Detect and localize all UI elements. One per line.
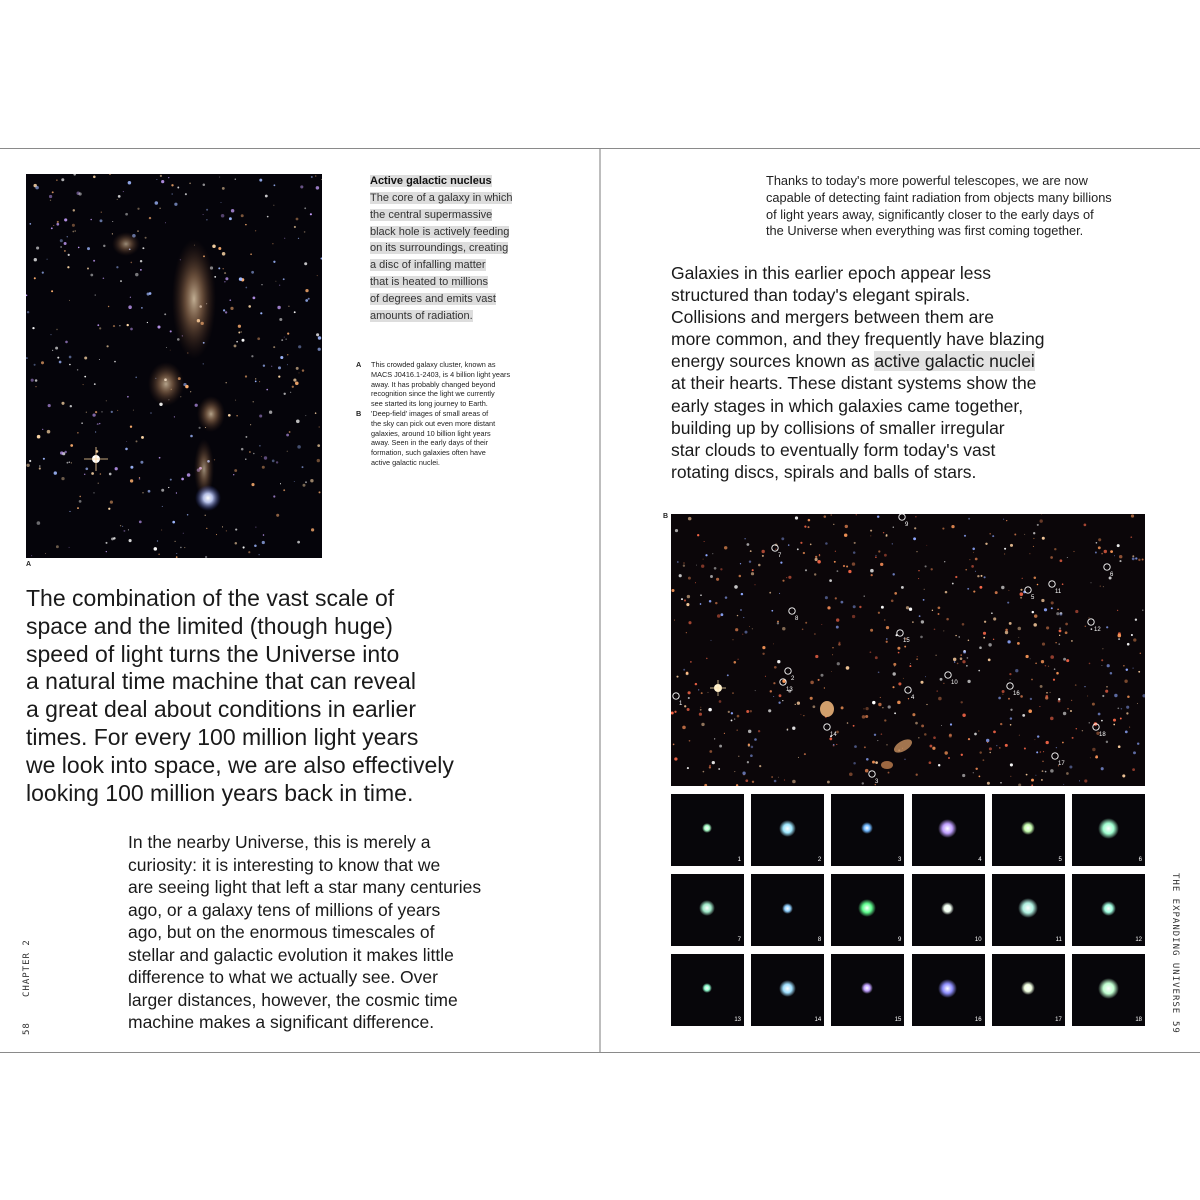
caption-letter: B bbox=[356, 408, 362, 418]
galaxy-thumbnail bbox=[1072, 874, 1145, 946]
body-line: rotating discs, spirals and balls of stars. bbox=[671, 461, 977, 482]
thumbnail-number: 18 bbox=[1135, 1017, 1142, 1023]
galaxy-marker-label: 2 bbox=[791, 676, 795, 682]
thumbnail-number: 2 bbox=[817, 857, 822, 863]
galaxy-marker-label: 12 bbox=[1094, 627, 1101, 633]
galaxy-marker-label: 5 bbox=[1031, 595, 1035, 601]
thumbnail-galaxy-glow bbox=[938, 819, 957, 838]
body-line: Galaxies in this earlier epoch appear less bbox=[671, 263, 992, 283]
body-line: early stages in which galaxies came together, bbox=[671, 395, 1024, 416]
thumbnail-galaxy-glow bbox=[702, 823, 712, 833]
thumbnail-galaxy-glow bbox=[1018, 898, 1038, 918]
thumbnail-galaxy-glow bbox=[779, 980, 796, 997]
caption-line: 'Deep-field' images of small areas of bbox=[371, 408, 489, 418]
intro-line: the Universe when everything was first coming together. bbox=[766, 223, 1084, 239]
thumbnail-number: 8 bbox=[817, 937, 822, 943]
lead-line: space and the limited (though huge) bbox=[26, 612, 393, 639]
caption-line: recognition since the light we currently bbox=[371, 389, 495, 399]
galaxy-thumbnail bbox=[751, 794, 824, 866]
thumbnail-galaxy-glow bbox=[779, 820, 796, 837]
lead-line: times. For every 100 million light years bbox=[26, 723, 419, 750]
glossary-line: black hole is actively feeding bbox=[370, 225, 510, 238]
thumbnail-number: 3 bbox=[898, 857, 902, 863]
book-gutter bbox=[599, 149, 601, 1052]
thumbnail-number: 5 bbox=[1058, 857, 1062, 863]
thumbnail-galaxy-glow bbox=[941, 902, 954, 915]
galaxy-marker-label: 9 bbox=[905, 522, 909, 528]
caption-line: see started its long journey to Earth. bbox=[371, 399, 488, 409]
figure-captions bbox=[356, 360, 531, 468]
galaxy-marker-label: 7 bbox=[778, 553, 782, 559]
body-line: building up by collisions of smaller irregular bbox=[671, 417, 1005, 438]
caption-line: MACS J0416.1-2403, is 4 billion light years bbox=[371, 369, 511, 379]
caption-line: formation, such galaxies often have bbox=[371, 448, 486, 458]
body-line: star clouds to eventually form today's vast bbox=[671, 439, 996, 460]
glossary-title: Active galactic nucleus bbox=[370, 175, 492, 187]
body-paragraph-left bbox=[128, 831, 538, 1034]
galaxy-marker-label: 1 bbox=[679, 701, 683, 707]
body-line: In the nearby Universe, this is merely a bbox=[128, 832, 431, 852]
thumbnail-number: 10 bbox=[974, 937, 982, 943]
body-line: ago, or a galaxy tens of millions of years bbox=[128, 899, 441, 920]
thumbnail-galaxy-glow bbox=[1021, 821, 1035, 835]
page-number-left: 58 bbox=[22, 1022, 32, 1035]
deep-field-image bbox=[671, 514, 1145, 786]
caption-line: away. It has probably changed beyond bbox=[371, 379, 496, 389]
thumbnail-galaxy-glow bbox=[1098, 978, 1119, 999]
galaxy-marker-label: 17 bbox=[1058, 761, 1065, 767]
galaxy-marker-label: 11 bbox=[1055, 589, 1062, 595]
thumbnail-number: 1 bbox=[737, 857, 741, 863]
caption-line: away. Seen in the early days of their bbox=[371, 438, 489, 448]
body-line: curiosity: it is interesting to know that we bbox=[128, 854, 441, 875]
galaxy-thumbnail bbox=[831, 874, 904, 946]
thumbnail-number: 13 bbox=[734, 1017, 741, 1023]
thumbnail-galaxy-glow bbox=[1098, 818, 1119, 839]
galaxy-thumbnail bbox=[831, 954, 904, 1026]
lead-line: a great deal about conditions in earlier bbox=[26, 696, 416, 723]
galaxy-thumbnail bbox=[992, 954, 1065, 1026]
body-line: more common, and they frequently have blazing bbox=[671, 329, 1045, 350]
thumbnail-number: 6 bbox=[1138, 857, 1142, 863]
highlighted-term: active galactic nuclei bbox=[874, 351, 1035, 372]
galaxy-thumbnail bbox=[992, 794, 1065, 866]
thumbnail-galaxy-glow bbox=[861, 822, 873, 834]
body-line: at their hearts. These distant systems show the bbox=[671, 373, 1037, 394]
caption-a bbox=[356, 360, 531, 409]
caption-b bbox=[356, 409, 531, 468]
thumbnail-galaxy-glow bbox=[1101, 901, 1116, 916]
glossary-line: on its surroundings, creating bbox=[370, 242, 509, 255]
caption-line: galaxies, around 10 billion light years bbox=[371, 428, 491, 438]
galaxy-marker-label: 18 bbox=[1099, 732, 1106, 738]
thumbnail-number: 4 bbox=[978, 857, 982, 863]
galaxy-marker-label: 14 bbox=[830, 732, 837, 738]
galaxy-marker-label: 3 bbox=[875, 779, 879, 785]
lead-line: looking 100 million years back in time. bbox=[26, 779, 414, 806]
thumbnail-galaxy-glow bbox=[861, 982, 873, 994]
thumbnail-number: 9 bbox=[898, 937, 902, 943]
caption-line: This crowded galaxy cluster, known as bbox=[371, 360, 496, 369]
glossary-line: a disc of infalling matter bbox=[370, 259, 486, 272]
page-number-right: 59 bbox=[1170, 1021, 1180, 1034]
caption-line: the sky can pick out even more distant bbox=[371, 418, 496, 428]
intro-line: Thanks to today's more powerful telescopes, we are now bbox=[766, 173, 1088, 188]
lead-line: The combination of the vast scale of bbox=[26, 585, 395, 611]
body-line: ago, but on the enormous timescales of bbox=[128, 922, 435, 942]
thumbnail-galaxy-glow bbox=[858, 899, 876, 917]
galaxy-thumbnail bbox=[751, 954, 824, 1026]
galaxy-cluster-image bbox=[26, 174, 322, 558]
glossary-line: The core of a galaxy in which bbox=[370, 192, 513, 204]
body-line: are seeing light that left a star many centuries bbox=[128, 877, 482, 897]
left-folio bbox=[20, 939, 40, 1039]
thumbnail-number: 16 bbox=[974, 1017, 982, 1023]
galaxy-thumbnail bbox=[912, 874, 985, 946]
galaxy-marker-label: 10 bbox=[951, 680, 958, 686]
body-line bbox=[671, 350, 1111, 372]
intro-line: capable of detecting faint radiation from objects many billions bbox=[766, 189, 1112, 205]
intro-line: of light years away, significantly closer to the early days of bbox=[766, 206, 1094, 222]
caption-letter: A bbox=[356, 360, 362, 369]
glossary-line: amounts of radiation. bbox=[370, 309, 473, 322]
galaxy-cluster-photo bbox=[26, 174, 322, 558]
right-folio bbox=[1166, 871, 1186, 1034]
galaxy-thumbnail bbox=[912, 794, 985, 866]
glossary-box bbox=[370, 173, 525, 324]
glossary-line: of degrees and emits vast bbox=[370, 292, 496, 305]
thumbnail-galaxy-glow bbox=[702, 983, 712, 993]
body-paragraph-right bbox=[671, 262, 1111, 483]
lead-line: a natural time machine that can reveal bbox=[26, 668, 416, 695]
body-line: structured than today's elegant spirals. bbox=[671, 285, 971, 306]
body-line: machine makes a significant difference. bbox=[128, 1012, 435, 1032]
galaxy-thumbnail bbox=[671, 874, 744, 946]
thumbnail-number: 12 bbox=[1135, 937, 1142, 943]
galaxy-thumbnail bbox=[671, 954, 744, 1026]
deep-field-photo bbox=[671, 514, 1145, 786]
lead-paragraph bbox=[26, 585, 526, 807]
galaxy-marker-label: 15 bbox=[903, 638, 910, 644]
thumbnail-galaxy-glow bbox=[938, 979, 957, 998]
caption-line: active galactic nuclei. bbox=[371, 457, 440, 467]
figure-a-label: A bbox=[26, 561, 32, 568]
galaxy-marker-label: 4 bbox=[911, 695, 915, 701]
galaxy-thumbnail bbox=[751, 874, 824, 946]
body-line: stellar and galactic evolution it makes little bbox=[128, 944, 454, 965]
galaxy-thumbnail bbox=[1072, 794, 1145, 866]
running-head-right: THE EXPANDING UNIVERSE bbox=[1170, 873, 1180, 1015]
thumbnail-number: 11 bbox=[1055, 937, 1062, 943]
lead-line: speed of light turns the Universe into bbox=[26, 640, 400, 667]
thumbnail-number: 14 bbox=[814, 1017, 822, 1023]
glossary-line: that is heated to millions bbox=[370, 275, 489, 288]
galaxy-thumbnail bbox=[912, 954, 985, 1026]
thumbnail-number: 15 bbox=[894, 1017, 902, 1023]
galaxy-marker-label: 13 bbox=[786, 687, 793, 693]
thumbnail-number: 7 bbox=[737, 937, 741, 943]
glossary-line: the central supermassive bbox=[370, 208, 493, 221]
galaxy-thumbnail bbox=[671, 794, 744, 866]
book-spread bbox=[0, 148, 1200, 1053]
intro-paragraph bbox=[766, 173, 1176, 240]
body-line: larger distances, however, the cosmic time bbox=[128, 989, 458, 1010]
body-line-prefix: energy sources known as bbox=[671, 351, 875, 372]
thumbnail-number: 17 bbox=[1055, 1017, 1062, 1023]
body-line: difference to what we actually see. Over bbox=[128, 967, 438, 987]
galaxy-thumbnail bbox=[1072, 954, 1145, 1026]
galaxy-marker-label: 16 bbox=[1013, 691, 1020, 697]
thumbnail-galaxy-glow bbox=[782, 903, 793, 914]
thumbnail-galaxy-glow bbox=[1021, 981, 1035, 995]
galaxy-marker-label: 8 bbox=[795, 616, 799, 622]
running-head-left: CHAPTER 2 bbox=[22, 939, 32, 997]
galaxy-marker-label: 6 bbox=[1110, 572, 1114, 578]
lead-line: we look into space, we are also effectively bbox=[26, 751, 454, 778]
body-line: Collisions and mergers between them are bbox=[671, 307, 994, 328]
thumbnail-galaxy-glow bbox=[699, 900, 715, 916]
figure-b-label: B bbox=[663, 513, 669, 520]
galaxy-thumbnail bbox=[992, 874, 1065, 946]
galaxy-thumbnail bbox=[831, 794, 904, 866]
